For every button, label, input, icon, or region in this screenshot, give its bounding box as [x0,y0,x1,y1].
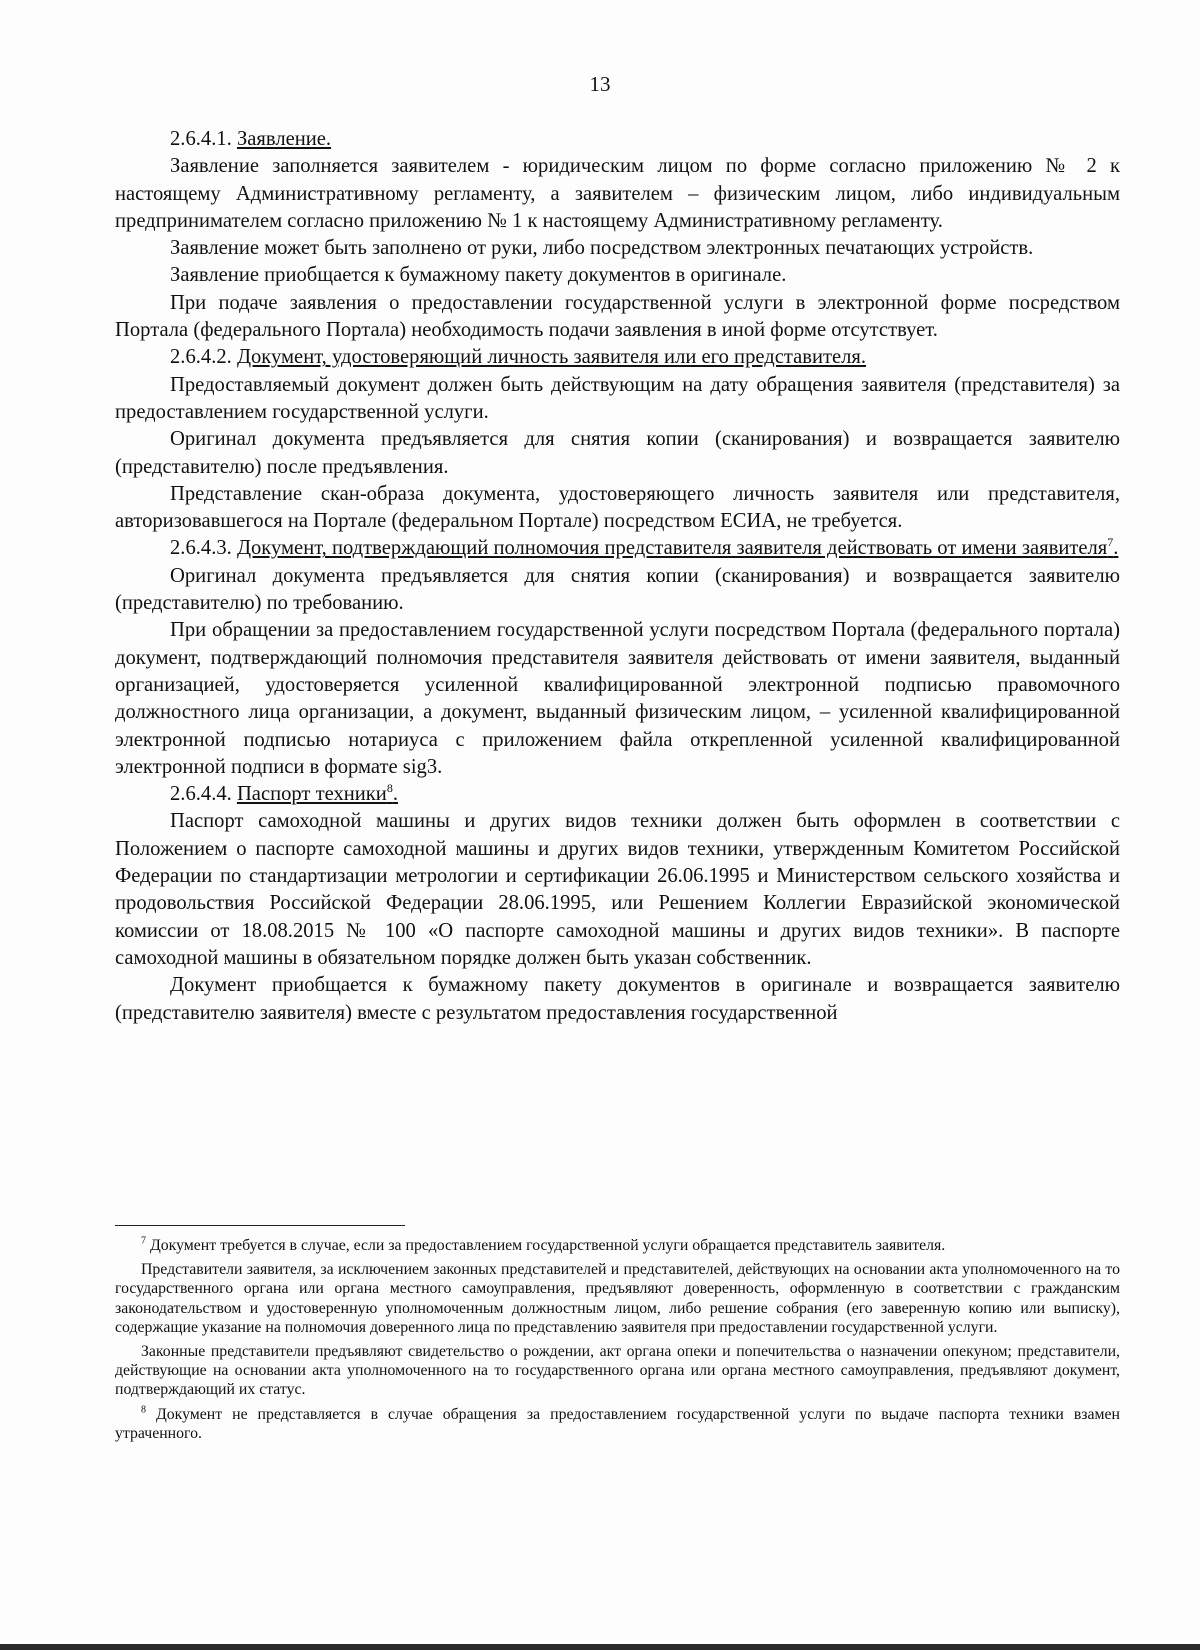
section-heading-2-6-4-3 [115,535,1120,562]
footnote-mark-7: 7 [141,1235,146,1247]
footnote-7-paragraph: Законные представители предъявляют свидетельство о рождении, акт органа опеки и попечительства о назначении опекуном; представители, действующие на основании акта уполномоченного на то государственного органа или органа местного самоуправления, предъявляют документ, подтверждающий их статус. [115,1343,1120,1399]
footnote-ref-8: 8 [386,781,393,796]
page-number: 13 [589,72,611,96]
scan-edge [0,1644,1200,1650]
footnote-7 [115,1236,1120,1255]
paragraph: Оригинал документа предъявляется для снятия копии (сканирования) и возвращается заявителю (представителю) по требованию. [115,564,1120,615]
footnote-ref-7: 7 [1107,535,1114,550]
heading-title: Документ, удостоверяющий личность заявителя или его представителя. [236,346,867,369]
heading-number: 2.6.4.3. [170,537,232,560]
paragraph: Заявление заполняется заявителем - юридическим лицом по форме согласно приложению № 2 к настоящему Административному регламенту, а заявителем – физическим лицом, либо индивидуальным предпринимателем согласно приложению № 1 к настоящему Административному регламенту. [115,155,1120,232]
footnote-mark-8: 8 [141,1404,146,1416]
paragraph: Представление скан-образа документа, удостоверяющего личность заявителя или представителя, авторизовавшегося на Портале (федеральном Портале) посредством ЕСИА, не требуется. [115,482,1120,533]
paragraph: При обращении за предоставлением государственной услуги посредством Портала (федерального портала) документ, подтверждающий полномочия представителя заявителя действовать от имени заявителя, выданный организацией, удостоверяется усиленной квалифицированной электронной подписью правомочного должностного лица организации, а документ, выданный физическим лицом, – усиленной квалифицированной электронной подписью нотариуса с приложением файла открепленной усиленной квалифицированной электронной подписи в формате sig3. [115,619,1120,778]
heading-title: Документ, подтверждающий полномочия представителя заявителя действовать от имени заявителя$^7$. [236,535,1119,560]
section-heading-2-6-4-4 [115,781,1120,808]
paragraph: При подаче заявления о предоставлении государственной услуги в электронной форме посредством Портала (федерального Портала) необходимость подачи заявления в иной форме отсутствует. [115,291,1120,342]
heading-title-text: Документ, подтверждающий полномочия представителя заявителя действовать от имени заявителя [236,537,1108,560]
heading-number: 2.6.4.1. [170,128,232,150]
footnote-7-paragraph: Представители заявителя, за исключением законных представителей и представителей, действующих на основании акта уполномоченного на то государственного органа или органа местного самоуправления, предъявляют доверенность, оформленную в соответствии с гражданским законодательством и удостоверенную уполномоченным должностным лицом, либо решение собрания (его заверенную копию или выписку), содержащие указание на полномочия доверенного лица по представлению заявителя при предоставлении государственной услуги. [115,1261,1120,1336]
heading-title-text: Паспорт техники [236,783,387,806]
footnotes [115,1236,1120,1448]
paragraph: Заявление может быть заполнено от руки, либо посредством электронных печатающих устройств. [170,237,1034,260]
heading-number: 2.6.4.4. [170,783,232,806]
footnote-separator [115,1225,405,1226]
footnote-8-text: Документ не представляется в случае обращения за предоставлением государственной услуги по выдаче паспорта техники взамен утраченного. [115,1405,1120,1442]
document-body [115,126,1120,1027]
footnote-8 [115,1405,1120,1443]
section-heading-2-6-4-1 [115,126,1120,153]
heading-title: Паспорт техники$^8$. [236,781,398,806]
footnote-7-text: Документ требуется в случае, если за предоставлением государственной услуги обращается представитель заявителя. [146,1237,946,1254]
section-heading-2-6-4-2 [115,344,1120,371]
paragraph: Оригинал документа предъявляется для снятия копии (сканирования) и возвращается заявителю (представителю) после предъявления. [115,428,1120,478]
heading-number: 2.6.4.2. [170,346,232,369]
paragraph: Заявление приобщается к бумажному пакету документов в оригинале. [170,264,787,287]
heading-title: Заявление. [236,128,332,150]
paragraph: Паспорт самоходной машины и других видов техники должен быть оформлен в соответствии с Положением о паспорте самоходной машины и других видов техники, утвержденным Комитетом Российской Федерации по стандартизации метрологии и сертификации 26.06.1995 и Министерством сельского хозяйства и продовольствия Российской Федерации 28.06.1995, или Решением Коллегии Евразийской экономической комиссии от 18.08.2015 № 100 «О паспорте самоходной машины и других видов техники». В паспорте самоходной машины в обязательном порядке должен быть указан собственник. [115,810,1120,969]
paragraph: Предоставляемый документ должен быть действующим на дату обращения заявителя (представителя) за предоставлением государственной услуги. [115,373,1120,423]
paragraph: Документ приобщается к бумажному пакету документов в оригинале и возвращается заявителю (представителю заявителя) вместе с результатом предоставления государственной [115,974,1120,1024]
